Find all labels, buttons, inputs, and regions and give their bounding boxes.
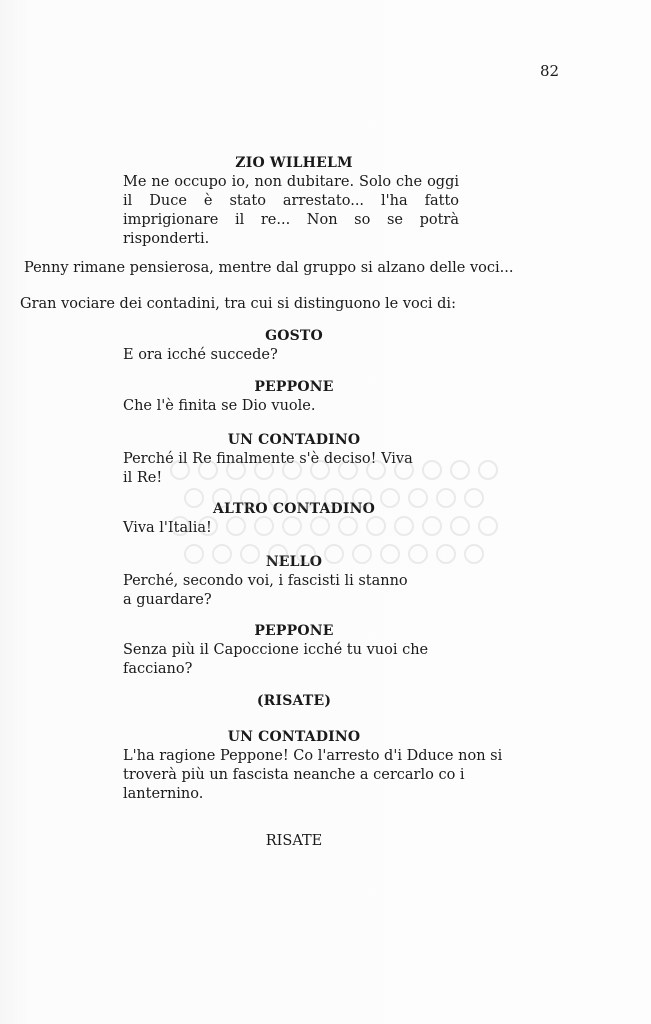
speaker-peppone-2: PEPPONE bbox=[254, 623, 334, 639]
speaker-un-contadino-2: UN CONTADINO bbox=[227, 729, 361, 745]
speaker-zio-wilhelm: ZIO WILHELM bbox=[235, 155, 353, 171]
speech-peppone-1: Che l'è finita se Dio vuole. bbox=[123, 398, 316, 414]
watermark-pattern bbox=[160, 450, 505, 580]
speech-altro-contadino: Viva l'Italia! bbox=[123, 520, 212, 536]
closing-risate: RISATE bbox=[265, 833, 323, 849]
speech-un-contadino-1: Perché il Re finalmente s'è deciso! Viva il Re! bbox=[123, 451, 413, 486]
speaker-gosto: GOSTO bbox=[265, 328, 323, 344]
speaker-altro-contadino: ALTRO CONTADINO bbox=[212, 501, 376, 517]
speaker-risate-parenthetical: (RISATE) bbox=[256, 693, 332, 709]
speech-un-contadino-2: L'ha ragione Peppone! Co l'arresto d'i Dduce non si troverà più un fascista neanche a cercarlo co i lanternino. bbox=[123, 748, 503, 802]
speaker-nello: NELLO bbox=[265, 554, 323, 570]
speaker-peppone-1: PEPPONE bbox=[254, 379, 334, 395]
speaker-un-contadino-1: UN CONTADINO bbox=[227, 432, 361, 448]
speech-gosto: E ora icché succede? bbox=[123, 347, 278, 363]
stage-direction-contadini: Gran vociare dei contadini, tra cui si distinguono le voci di: bbox=[20, 296, 456, 312]
speech-zio-wilhelm: Me ne occupo io, non dubitare. Solo che oggi il Duce è stato arrestato... l'ha fatto imprigionare il re... Non so se potrà risponderti. bbox=[123, 174, 459, 247]
stage-direction-penny: Penny rimane pensierosa, mentre dal gruppo si alzano delle voci... bbox=[24, 260, 514, 276]
speech-peppone-2: Senza più il Capoccione icché tu vuoi che facciano? bbox=[123, 642, 429, 677]
speech-nello: Perché, secondo voi, i fascisti li stanno a guardare? bbox=[123, 573, 408, 608]
page-number: 82 bbox=[540, 62, 560, 80]
